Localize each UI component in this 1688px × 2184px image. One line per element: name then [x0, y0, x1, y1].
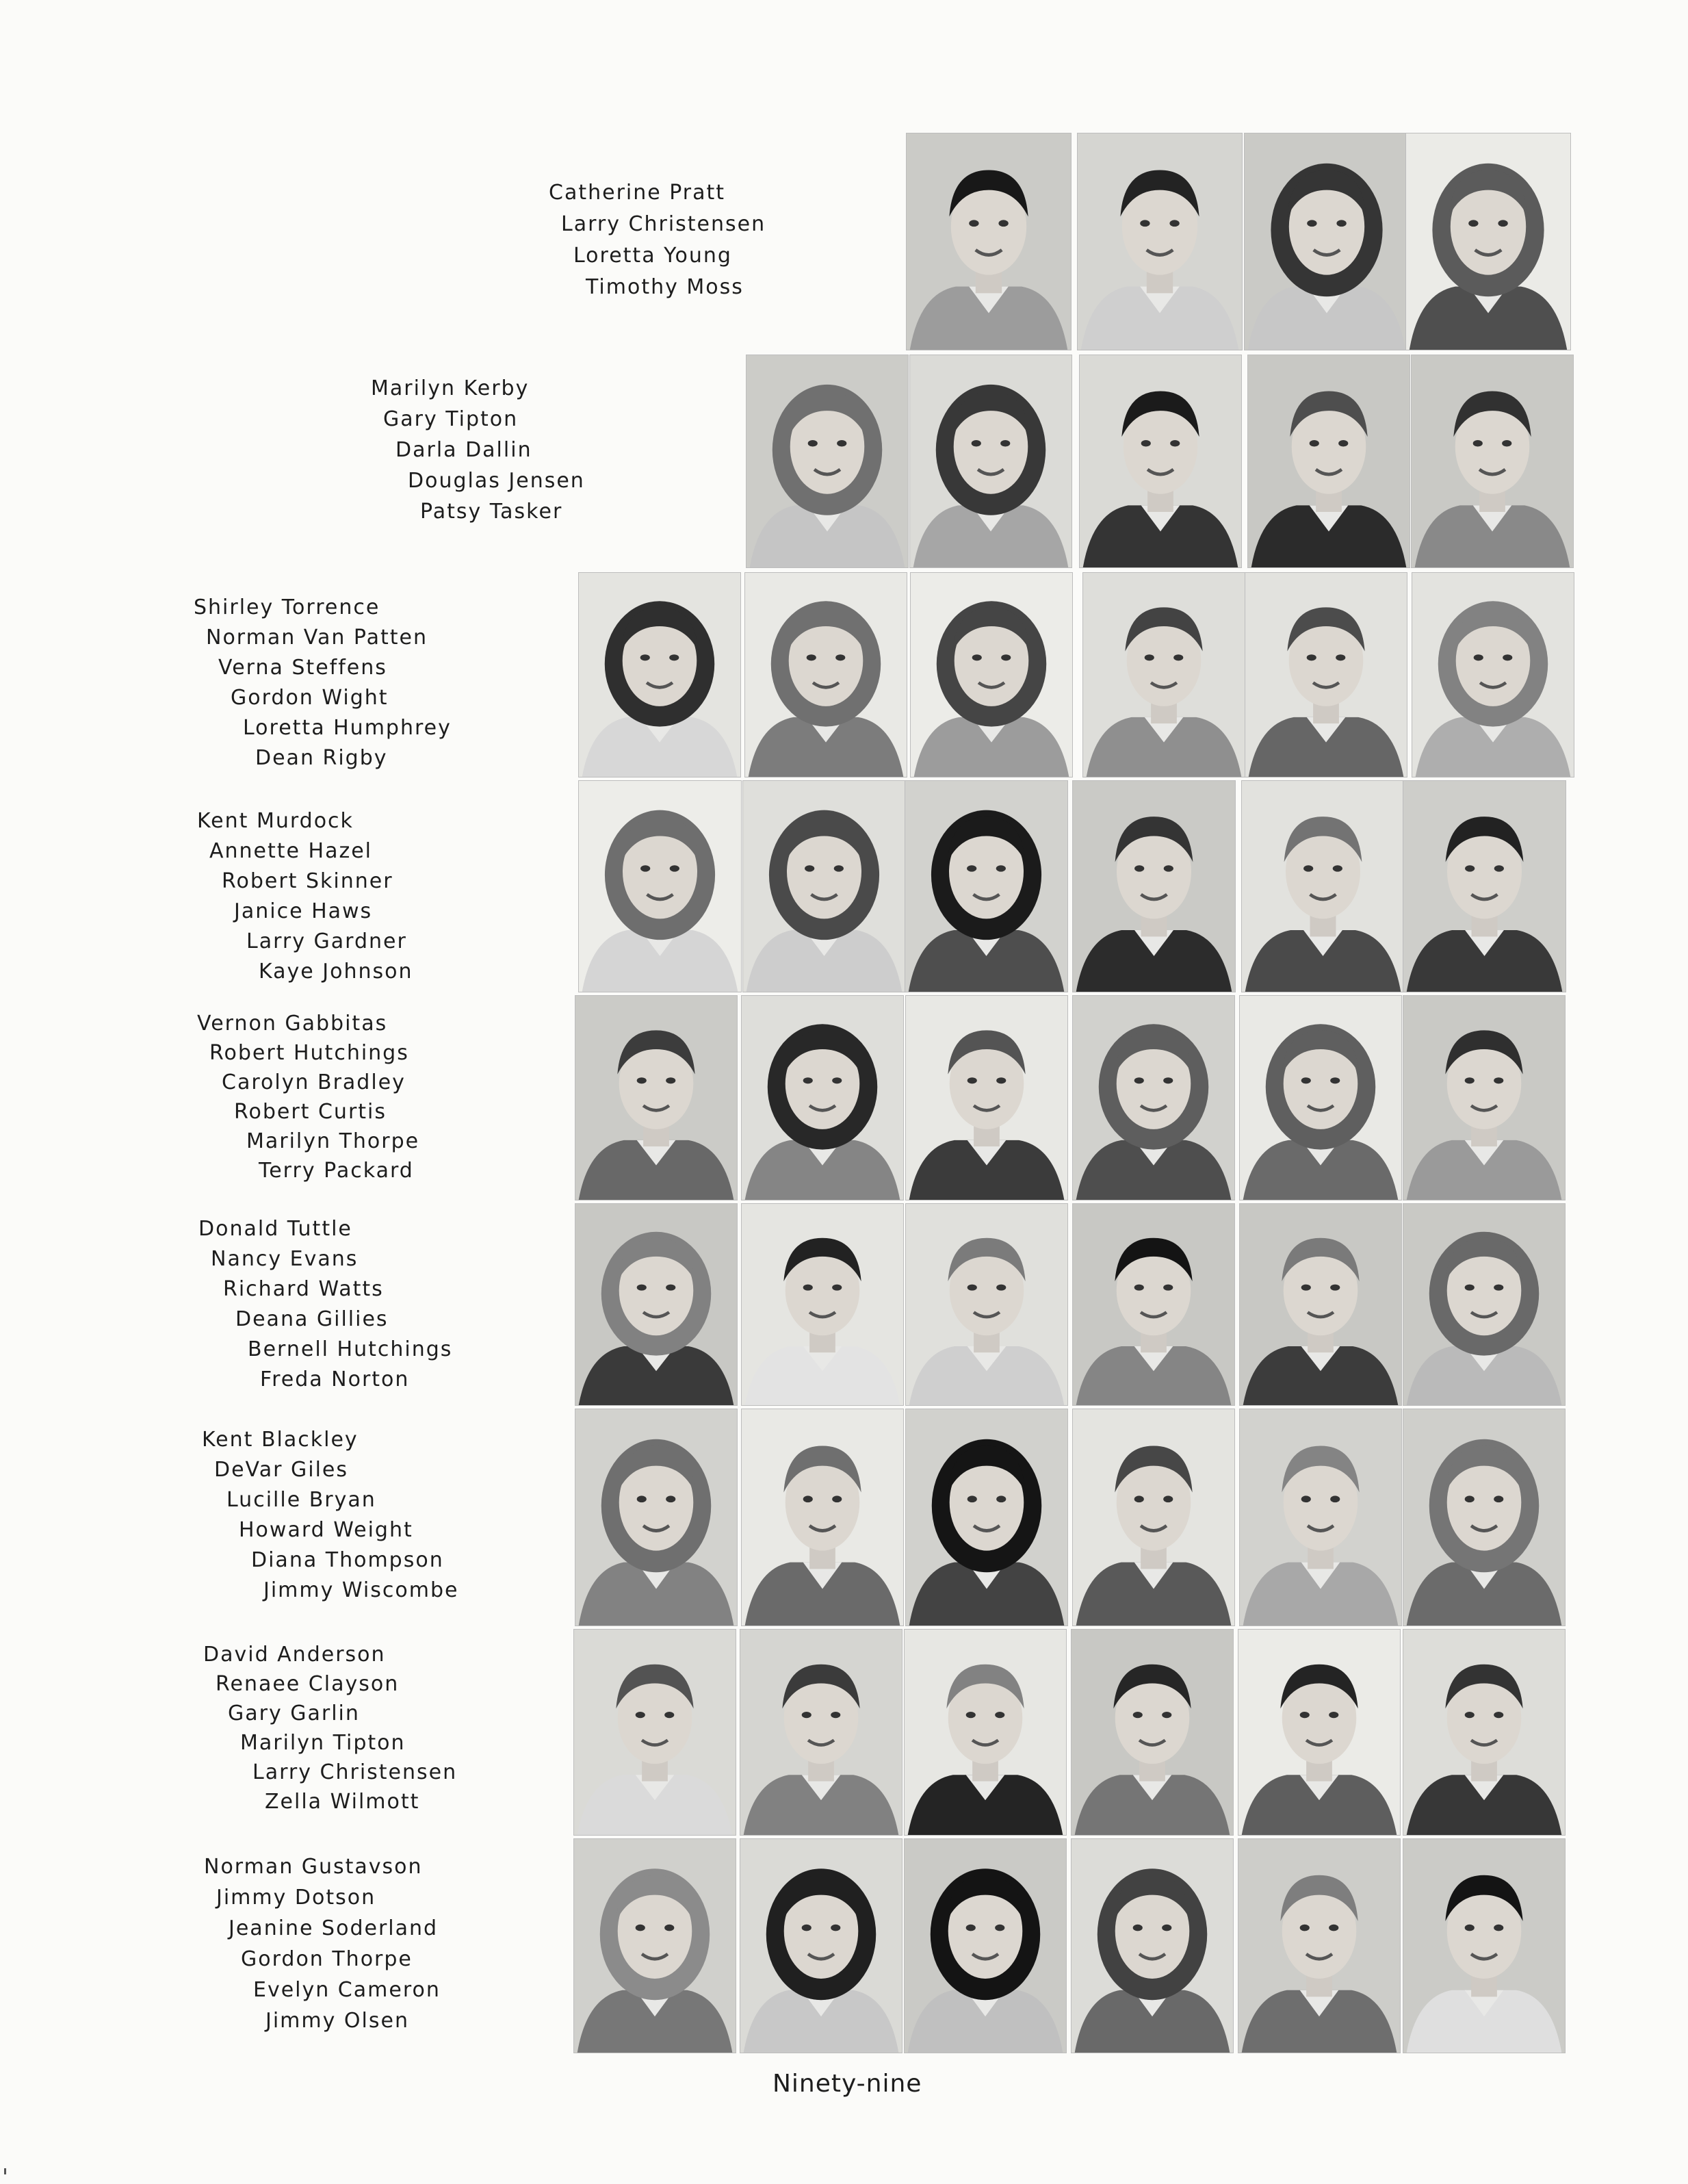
student-name: Annette Hazel — [209, 839, 373, 863]
student-photo — [1082, 572, 1245, 778]
student-name: Darla Dallin — [395, 438, 532, 462]
student-photo — [741, 995, 904, 1200]
portrait-row — [0, 780, 1688, 991]
student-photo — [1239, 1409, 1402, 1626]
student-photo — [746, 355, 909, 568]
student-name: Janice Haws — [234, 899, 373, 923]
student-name: Diana Thompson — [251, 1548, 444, 1572]
student-photo — [1403, 1838, 1566, 2053]
student-photo — [1403, 1409, 1566, 1626]
student-name: Marilyn Thorpe — [246, 1129, 420, 1153]
student-photo — [1071, 1838, 1234, 2053]
student-photo — [578, 780, 742, 992]
student-name: Verna Steffens — [218, 656, 387, 680]
student-photo — [1072, 1409, 1235, 1626]
student-name: Marilyn Tipton — [240, 1731, 406, 1755]
student-photo — [1077, 133, 1243, 350]
student-photo — [575, 1203, 738, 1406]
student-name: Gordon Wight — [231, 686, 389, 710]
student-photo — [573, 1838, 736, 2053]
student-photo — [905, 1203, 1068, 1406]
portrait-row — [0, 133, 1688, 349]
student-photo — [1403, 1203, 1566, 1406]
student-photo — [741, 1409, 904, 1626]
student-photo — [906, 133, 1072, 350]
student-photo — [1412, 572, 1574, 778]
student-name: Gordon Thorpe — [241, 1947, 413, 1971]
student-name: Deana Gillies — [235, 1307, 389, 1331]
student-name: Catherine Pratt — [549, 181, 726, 205]
student-name: Marilyn Kerby — [371, 376, 530, 400]
student-name: Loretta Humphrey — [243, 716, 452, 740]
student-name: David Anderson — [203, 1643, 386, 1667]
student-photo — [909, 355, 1072, 568]
portrait-row — [0, 355, 1688, 567]
student-photo — [1079, 355, 1242, 568]
student-photo — [1405, 133, 1571, 350]
student-photo — [910, 572, 1073, 778]
student-name: Jimmy Olsen — [265, 2009, 409, 2033]
student-name: Larry Christensen — [561, 212, 766, 236]
student-name: DeVar Giles — [214, 1458, 349, 1482]
student-photo — [1403, 780, 1566, 992]
student-name: Larry Christensen — [252, 1760, 458, 1784]
student-photo — [905, 780, 1068, 992]
student-name: Terry Packard — [259, 1159, 414, 1183]
student-name: Freda Norton — [260, 1367, 410, 1391]
student-name: Gary Tipton — [383, 407, 519, 431]
student-photo — [742, 780, 906, 992]
portrait-row — [0, 1409, 1688, 1625]
student-photo — [1241, 780, 1405, 992]
student-name: Zella Wilmott — [265, 1790, 420, 1814]
student-name: Robert Hutchings — [209, 1041, 409, 1065]
student-photo — [740, 1629, 903, 1836]
student-name: Gary Garlin — [228, 1701, 360, 1725]
student-name: Douglas Jensen — [408, 469, 585, 493]
student-photo — [904, 1629, 1067, 1836]
student-photo — [575, 995, 738, 1200]
student-photo — [904, 1838, 1067, 2053]
student-photo — [1238, 1838, 1401, 2053]
student-photo — [905, 1409, 1068, 1626]
student-name: Jimmy Dotson — [216, 1886, 376, 1910]
portrait-row — [0, 1838, 1688, 2052]
portrait-row — [0, 1629, 1688, 1834]
student-photo — [741, 1203, 904, 1406]
student-name: Carolyn Bradley — [222, 1070, 406, 1094]
student-photo — [1403, 1629, 1566, 1836]
student-photo — [1239, 995, 1402, 1200]
student-name: Howard Weight — [239, 1518, 413, 1542]
page-number: Ninety-nine — [772, 2070, 922, 2098]
student-name: Jimmy Wiscombe — [263, 1578, 459, 1602]
student-name: Timothy Moss — [586, 275, 744, 299]
student-name: Nancy Evans — [211, 1247, 359, 1271]
student-photo — [1247, 355, 1410, 568]
student-photo — [1245, 572, 1407, 778]
student-photo — [578, 572, 741, 778]
student-name: Robert Curtis — [234, 1100, 387, 1124]
student-photo — [905, 995, 1068, 1200]
student-photo — [1403, 995, 1566, 1200]
portrait-row — [0, 995, 1688, 1199]
student-photo — [740, 1838, 903, 2053]
student-photo — [1072, 1203, 1235, 1406]
student-name: Patsy Tasker — [420, 500, 563, 524]
student-photo — [1411, 355, 1574, 568]
student-name: Norman Van Patten — [206, 626, 428, 650]
student-photo — [1072, 780, 1236, 992]
student-photo — [744, 572, 907, 778]
portrait-row — [0, 1203, 1688, 1404]
student-name: Kent Blackley — [202, 1428, 359, 1452]
student-photo — [575, 1409, 738, 1626]
student-photo — [1239, 1203, 1402, 1406]
student-name: Richard Watts — [223, 1277, 384, 1301]
student-name: Vernon Gabbitas — [197, 1012, 388, 1036]
student-name: Kaye Johnson — [259, 960, 413, 984]
student-name: Renaee Clayson — [216, 1672, 400, 1696]
student-name: Dean Rigby — [255, 746, 388, 770]
student-name: Donald Tuttle — [198, 1217, 352, 1241]
student-name: Norman Gustavson — [204, 1855, 423, 1879]
portrait-row — [0, 572, 1688, 776]
student-name: Lucille Bryan — [226, 1488, 376, 1512]
scan-edge-mark — [4, 2168, 6, 2174]
student-photo — [1244, 133, 1410, 350]
student-photo — [1238, 1629, 1401, 1836]
student-name: Shirley Torrence — [194, 595, 380, 619]
student-name: Robert Skinner — [222, 869, 393, 893]
student-photo — [573, 1629, 736, 1836]
student-name: Jeanine Soderland — [229, 1916, 439, 1940]
student-name: Larry Gardner — [246, 929, 407, 953]
student-name: Loretta Young — [573, 244, 732, 268]
student-photo — [1072, 995, 1235, 1200]
student-name: Evelyn Cameron — [253, 1978, 441, 2002]
student-name: Bernell Hutchings — [248, 1337, 453, 1361]
student-name: Kent Murdock — [197, 809, 354, 833]
student-photo — [1071, 1629, 1234, 1836]
